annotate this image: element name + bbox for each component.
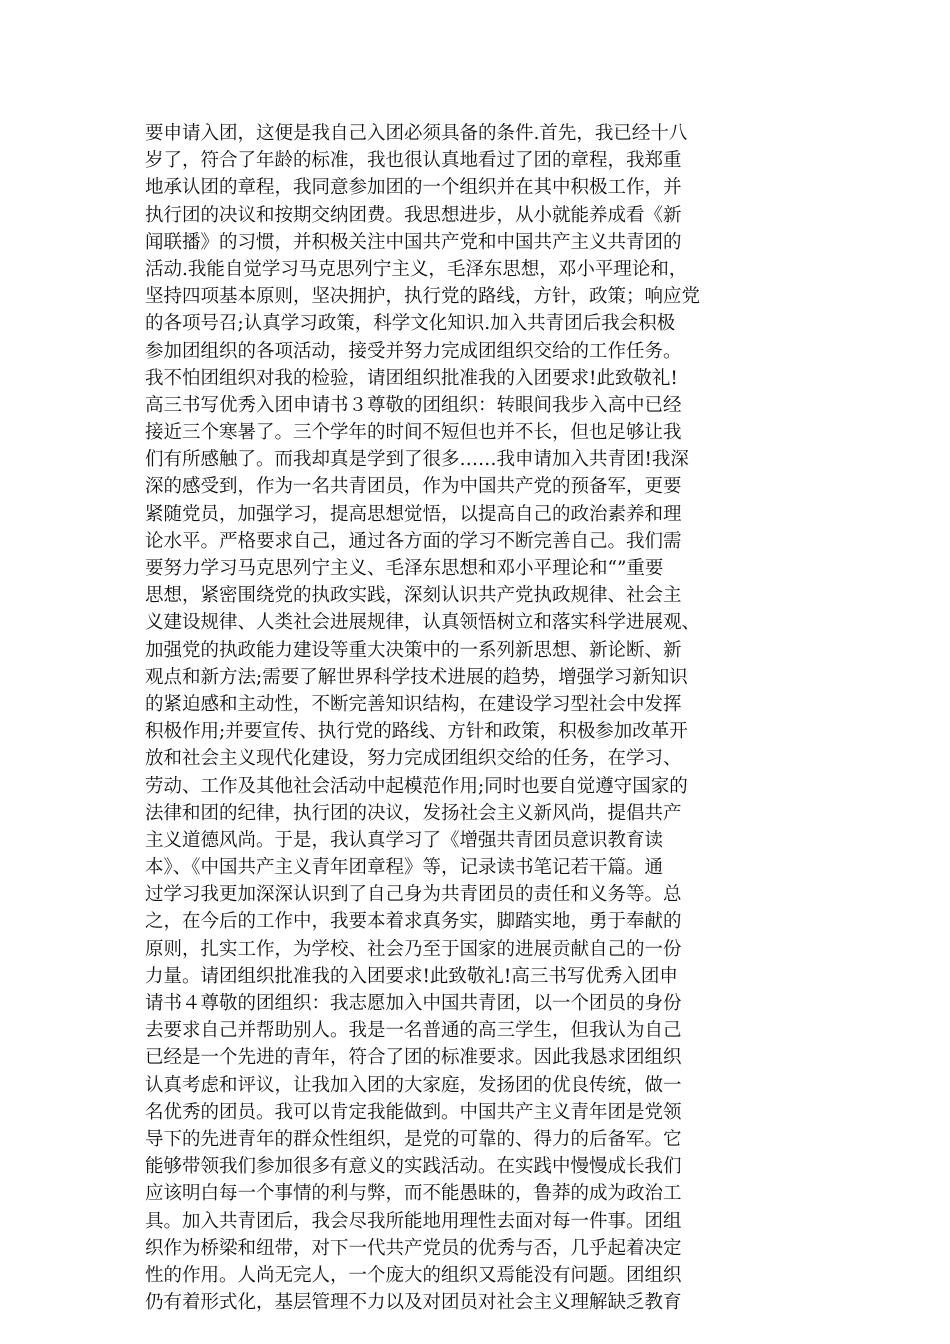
text-line: 之，在今后的工作中，我要本着求真务实，脚踏实地，勇于奉献的 (145, 911, 682, 933)
text-line: 认真考虑和评议，让我加入团的大家庭，发扬团的优良传统，做一 (145, 1074, 682, 1096)
text-line: 的各项号召;认真学习政策，科学文化知识.加入共青团后我会积极 (145, 313, 676, 335)
text-line: 导下的先进青年的群众性组织，是党的可靠的、得力的后备军。它 (145, 1128, 682, 1150)
text-line: 执行团的决议和按期交纳团费。我思想进步，从小就能养成看《新 (145, 204, 682, 226)
text-line: 过学习我更加深深认识到了自己身为共青团员的责任和义务等。总 (145, 884, 682, 906)
text-line: 岁了，符合了年龄的标准，我也很认真地看过了团的章程，我郑重 (145, 150, 682, 172)
text-line: 本》、《中国共产主义青年团章程》等，记录读书笔记若干篇。通 (145, 857, 664, 879)
text-line: 紧随党员，加强学习，提高思想觉悟，以提高自己的政治素养和理 (145, 503, 682, 525)
text-line: 坚持四项基本原则，坚决拥护，执行党的路线，方针，政策；响应党 (145, 286, 701, 308)
text-line: 我不怕团组织对我的检验，请团组织批准我的入团要求!此致敬礼! (145, 367, 678, 389)
text-line: 已经是一个先进的青年，符合了团的标准要求。因此我恳求团组织 (145, 1047, 682, 1069)
text-line: 性的作用。人尚无完人，一个庞大的组织又焉能没有问题。团组织 (145, 1264, 682, 1286)
text-line: 法律和团的纪律，执行团的决议，发扬社会主义新风尚，提倡共产 (145, 802, 682, 824)
text-line: 高三书写优秀入团申请书３尊敬的团组织：转眼间我步入高中已经 (145, 394, 682, 416)
text-line: 加强党的执政能力建设等重大决策中的一系列新思想、新论断、新 (145, 639, 682, 661)
text-line: 放和社会主义现代化建设，努力完成团组织交给的任务，在学习、 (145, 748, 682, 770)
text-line: 的紧迫感和主动性，不断完善知识结构，在建设学习型社会中发挥 (145, 693, 682, 715)
text-line: 能够带领我们参加很多有意义的实践活动。在实践中慢慢成长我们 (145, 1156, 682, 1178)
text-line: 观点和新方法;需要了解世界科学技术进展的趋势，增强学习新知识 (145, 666, 688, 688)
text-line: 应该明白每一个事情的利与弊，而不能愚昧的，鲁莽的成为政治工 (145, 1183, 682, 1205)
text-line: 活动.我能自觉学习马克思列宁主义，毛泽东思想，邓小平理论和， (145, 258, 688, 280)
text-line: 义建设规律、人类社会进展规律，认真领悟树立和落实科学进展观、 (145, 612, 701, 634)
text-line: 请书４尊敬的团组织：我志愿加入中国共青团，以一个团员的身份 (145, 993, 682, 1014)
text-line: 深的感受到，作为一名共青团员，作为中国共产党的预备军，更要 (145, 476, 682, 498)
text-line: 力量。请团组织批准我的入团要求!此致敬礼!高三书写优秀入团申 (145, 965, 678, 987)
text-line: 去要求自己并帮助别人。我是一名普通的高三学生，但我认为自己 (145, 1020, 682, 1042)
text-line: 仍有着形式化，基层管理不力以及对团员对社会主义理解缺乏教育 (145, 1292, 682, 1314)
text-line: 织作为桥梁和纽带，对下一代共产党员的优秀与否，几乎起着决定 (145, 1237, 682, 1259)
text-line: 们有所感触了。而我却真是学到了很多……我申请加入共青团!我深 (145, 449, 689, 471)
text-line: 积极作用;并要宣传、执行党的路线、方针和政策，积极参加改革开 (145, 721, 688, 743)
text-line: 名优秀的团员。我可以肯定我能做到。中国共产主义青年团是党领 (145, 1101, 682, 1123)
text-line: 原则，扎实工作，为学校、社会乃至于国家的进展贡献自己的一份 (145, 938, 682, 960)
text-line: 闻联播》的习惯，并积极关注中国共产党和中国共产主义共青团的 (145, 231, 682, 253)
text-line: 论水平。严格要求自己，通过各方面的学习不断完善自己。我们需 (145, 530, 682, 552)
text-line: 要努力学习马克思列宁主义、毛泽东思想和邓小平理论和“”重要 (145, 558, 664, 579)
text-line: 地承认团的章程，我同意参加团的一个组织并在其中积极工作，并 (145, 177, 682, 199)
text-line: 劳动、工作及其他社会活动中起模范作用;同时也要自觉遵守国家的 (145, 775, 688, 797)
text-line: 参加团组织的各项活动，接受并努力完成团组织交给的工作任务。 (145, 340, 682, 362)
text-line: 要申请入团，这便是我自己入团必须具备的条件.首先，我已经十八 (145, 123, 688, 144)
text-line: 思想，紧密围绕党的执政实践，深刻认识共产党执政规律、社会主 (145, 585, 682, 607)
text-line: 具。加入共青团后，我会尽我所能地用理性去面对每一件事。团组 (145, 1210, 682, 1232)
text-line: 主义道德风尚。于是，我认真学习了《增强共青团员意识教育读 (145, 829, 664, 851)
body-text (145, 120, 825, 1316)
text-line: 接近三个寒暑了。三个学年的时间不短但也并不长，但也足够让我 (145, 422, 682, 444)
